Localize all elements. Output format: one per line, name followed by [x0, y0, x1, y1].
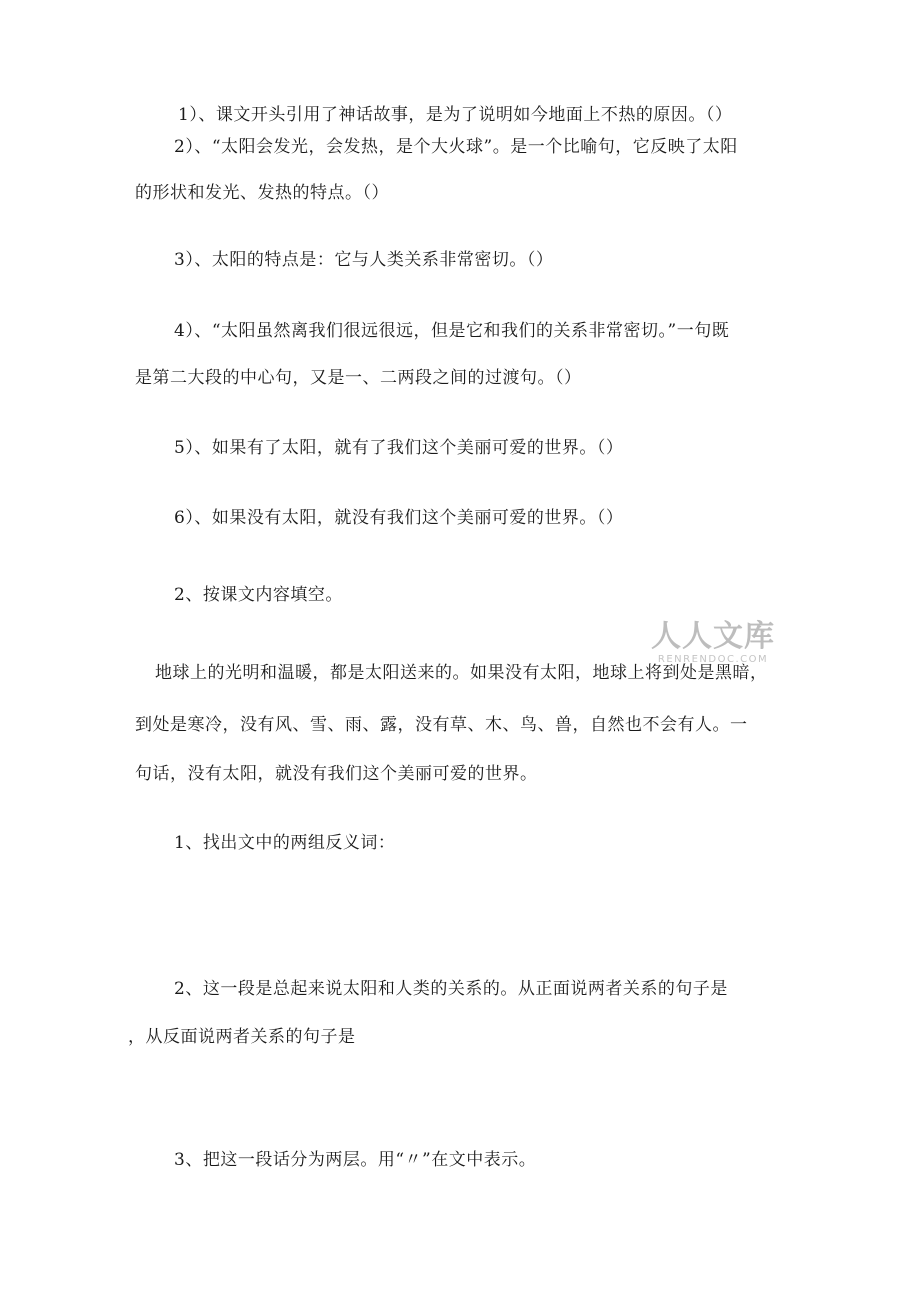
watermark-subtitle: RENRENDOC.COM [657, 654, 769, 665]
judgement-question-4-line-1: 4）、“太阳虽然离我们很远很远，但是它和我们的关系非常密切。”一句既 [174, 321, 730, 341]
passage-line-2: 到处是寒冷，没有风、雪、雨、露，没有草、木、鸟、兽，自然也不会有人。一 [135, 715, 748, 735]
judgement-question-6: 6）、如果没有太阳，就没有我们这个美丽可爱的世界。（） [174, 508, 624, 528]
watermark-title: 人人文库 [651, 619, 775, 654]
judgement-question-2-line-1: 2）、“太阳会发光，会发热，是个大火球”。是一个比喻句，它反映了太阳 [174, 137, 738, 157]
question-1: 1、找出文中的两组反义词： [174, 833, 396, 853]
judgement-question-4-line-2: 是第二大段的中心句，又是一、二两段之间的过渡句。（） [135, 368, 582, 388]
section-2-heading: 2、按课文内容填空。 [174, 585, 343, 605]
judgement-question-5: 5）、如果有了太阳，就有了我们这个美丽可爱的世界。（） [174, 438, 624, 458]
judgement-question-1: 1）、课文开头引用了神话故事，是为了说明如今地面上不热的原因。（） [178, 105, 733, 125]
judgement-question-3: 3）、太阳的特点是：它与人类关系非常密切。（） [174, 250, 554, 270]
question-2-line-2: ，从反面说两者关系的句子是 [128, 1027, 356, 1047]
passage-line-1: 地球上的光明和温暖，都是太阳送来的。如果没有太阳，地球上将到处是黑暗， [155, 663, 768, 683]
passage-line-3: 句话，没有太阳，就没有我们这个美丽可爱的世界。 [135, 764, 538, 784]
question-2-line-1: 2、这一段是总起来说太阳和人类的关系的。从正面说两者关系的句子是 [174, 979, 728, 999]
judgement-question-2-line-2: 的形状和发光、发热的特点。（） [135, 183, 389, 203]
question-3: 3、把这一段话分为两层。用“〃”在文中表示。 [174, 1150, 537, 1170]
watermark [648, 620, 778, 666]
